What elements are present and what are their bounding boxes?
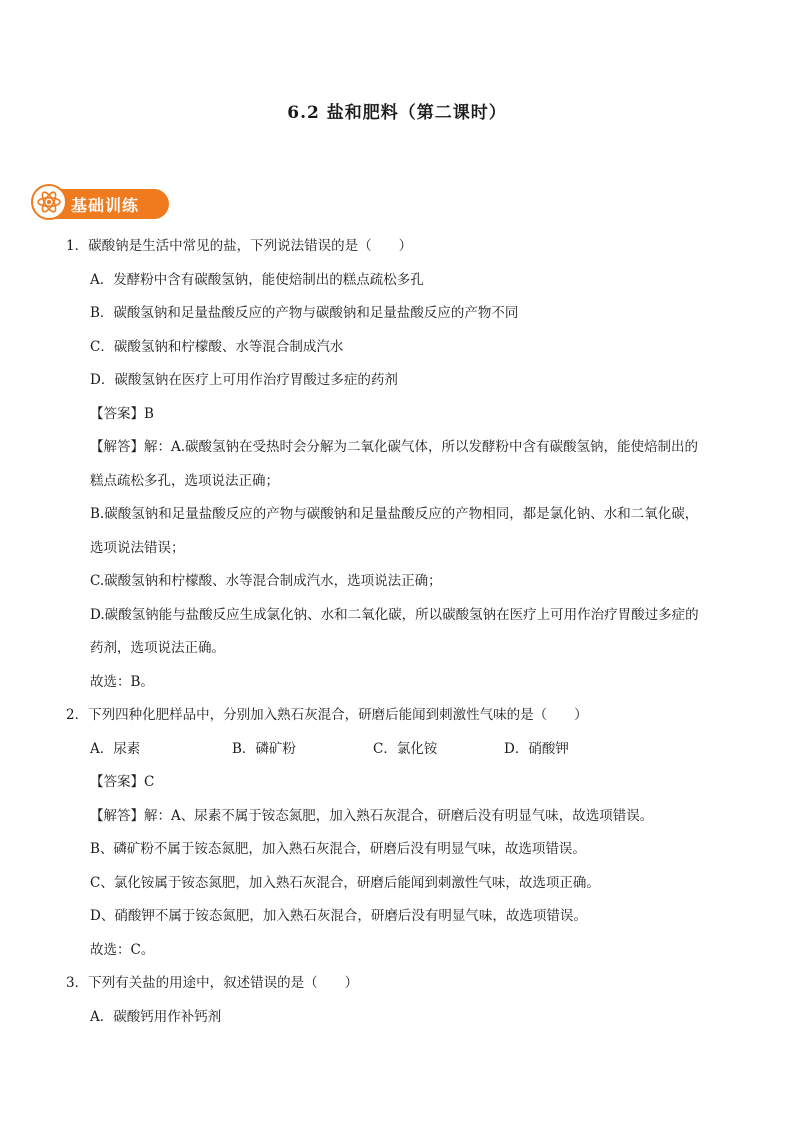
question-2-analysis-line: 【解答】解：A、尿素不属于铵态氮肥，加入熟石灰混合，研磨后没有明显气味，故选项错误。 xyxy=(90,807,654,824)
question-2-option-c: C．氯化铵 xyxy=(373,740,438,757)
section-label: 基础训练 xyxy=(71,196,140,215)
question-1-analysis-line: 糕点疏松多孔，选项说法正确； xyxy=(90,472,279,489)
question-1-analysis-line: D.碳酸氢钠能与盐酸反应生成氯化钠、水和二氧化碳，所以碳酸氢钠在医疗上可用作治疗胃酸过多症的 xyxy=(90,606,699,623)
question-1-analysis-line: C.碳酸氢钠和柠檬酸、水等混合制成汽水，选项说法正确； xyxy=(90,573,442,589)
atom-icon xyxy=(31,184,67,220)
question-2-analysis-line: 故选：C。 xyxy=(90,941,155,958)
question-1-option-a: A．发酵粉中含有碳酸氢钠，能使焙制出的糕点疏松多孔 xyxy=(90,271,424,288)
question-2-analysis-line: B、磷矿粉不属于铵态氮肥，加入熟石灰混合，研磨后没有明显气味，故选项错误。 xyxy=(90,841,586,857)
question-2-stem: 2．下列四种化肥样品中，分别加入熟石灰混合，研磨后能闻到刺激性气味的是（ ） xyxy=(66,707,588,723)
question-1-analysis-line: 故选：B。 xyxy=(90,673,154,690)
question-1-option-b: B．碳酸氢钠和足量盐酸反应的产物与碳酸钠和足量盐酸反应的产物不同 xyxy=(90,305,519,321)
question-2-options xyxy=(66,733,726,767)
question-1-analysis-line: 【解答】解：A.碳酸氢钠在受热时会分解为二氧化碳气体，所以发酵粉中含有碳酸氢钠，能使焙制出的 xyxy=(90,439,699,455)
question-2-option-b: B．磷矿粉 xyxy=(232,740,296,757)
question-3-stem: 3．下列有关盐的用途中，叙述错误的是（ ） xyxy=(66,975,359,991)
question-1-analysis-line: 选项说法错误； xyxy=(90,539,185,556)
page-title: 6.2 盐和肥料（第二课时） xyxy=(287,103,507,123)
question-1-stem: 1．碳酸钠是生活中常见的盐，下列说法错误的是（ ） xyxy=(66,238,413,254)
question-3-option-a: A．碳酸钙用作补钙剂 xyxy=(90,1008,222,1025)
question-2-option-d: D．硝酸钾 xyxy=(504,740,569,757)
question-1-answer: 【答案】B xyxy=(90,405,154,422)
question-2-analysis-line: C、氯化铵属于铵态氮肥，加入熟石灰混合，研磨后能闻到刺激性气味，故选项正确。 xyxy=(90,874,600,891)
question-1-analysis-line: B.碳酸氢钠和足量盐酸反应的产物与碳酸钠和足量盐酸反应的产物相同，都是氯化钠、水和二氧化碳， xyxy=(90,506,699,522)
question-1-analysis-line: 药剂，选项说法正确。 xyxy=(90,640,225,656)
section-badge xyxy=(31,184,169,222)
question-2-analysis-line: D、硝酸钾不属于铵态氮肥，加入熟石灰混合，研磨后没有明显气味，故选项错误。 xyxy=(90,908,587,924)
question-1-option-d: D．碳酸氢钠在医疗上可用作治疗胃酸过多症的药剂 xyxy=(90,372,398,388)
question-2-answer: 【答案】C xyxy=(90,774,155,790)
question-2-option-a: A．尿素 xyxy=(90,740,141,757)
question-1-option-c: C．碳酸氢钠和柠檬酸、水等混合制成汽水 xyxy=(90,338,344,355)
document-body xyxy=(66,230,726,1034)
